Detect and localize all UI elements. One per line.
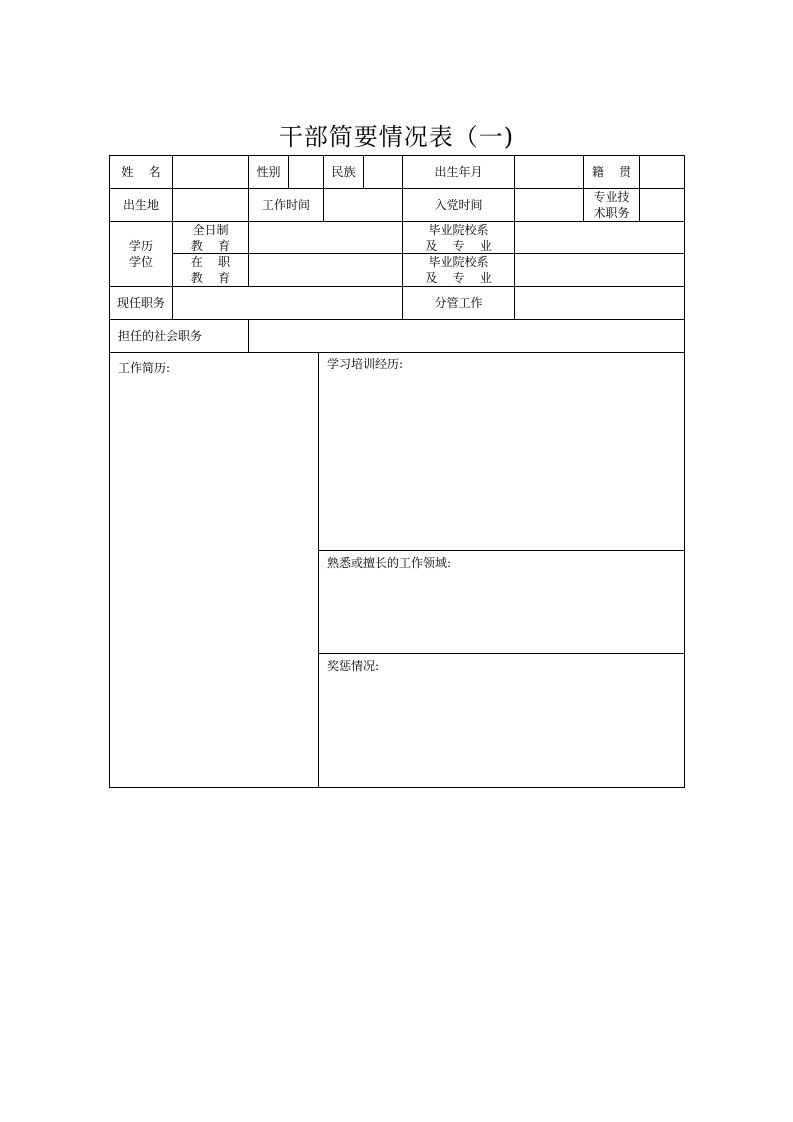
- field-rewards[interactable]: [319, 674, 684, 786]
- field-ethnicity[interactable]: [364, 156, 402, 188]
- label-fulltime-edu: 全日制 教 育: [190, 222, 231, 253]
- label-school-major-inservice: 毕业院校系 及 专 业: [425, 255, 492, 285]
- label-school-major-fulltime: 毕业院校系 及 专 业: [425, 222, 492, 253]
- label-birthplace: 出生地: [122, 198, 159, 212]
- field-birth-date[interactable]: [515, 156, 583, 188]
- field-name[interactable]: [173, 156, 248, 188]
- label-native-place: 籍 贯: [591, 165, 632, 179]
- field-school-major-inservice[interactable]: [515, 254, 684, 286]
- label-birth-date: 出生年月: [434, 165, 483, 179]
- label-expertise: 熟悉或擅长的工作领域:: [327, 556, 452, 570]
- field-responsibilities[interactable]: [515, 287, 684, 319]
- field-social-posts[interactable]: [249, 320, 684, 352]
- field-fulltime-edu[interactable]: [249, 222, 402, 253]
- field-gender[interactable]: [289, 156, 323, 188]
- field-school-major-fulltime[interactable]: [515, 222, 684, 253]
- label-ethnicity: 民族: [331, 165, 356, 179]
- field-inservice-edu[interactable]: [249, 254, 402, 286]
- field-tech-title[interactable]: [640, 189, 684, 221]
- field-current-post[interactable]: [173, 287, 402, 319]
- label-work-start: 工作时间: [261, 198, 310, 212]
- field-expertise[interactable]: [319, 571, 684, 653]
- page-title: 干部简要情况表（一): [278, 123, 515, 151]
- label-work-history: 工作简历:: [118, 361, 171, 375]
- label-gender: 性别: [256, 165, 281, 179]
- label-social-posts: 担任的社会职务: [118, 329, 203, 343]
- field-birthplace[interactable]: [173, 189, 248, 221]
- label-rewards: 奖惩情况:: [327, 659, 380, 673]
- label-training: 学习培训经历:: [327, 357, 404, 371]
- label-edu-degree: 学历 学位: [128, 239, 153, 269]
- field-work-start[interactable]: [324, 189, 402, 221]
- field-native-place[interactable]: [640, 156, 684, 188]
- label-inservice-edu: 在 职 教 育: [190, 255, 231, 285]
- label-responsibilities: 分管工作: [434, 296, 483, 310]
- field-training[interactable]: [319, 372, 684, 550]
- label-party-join: 入党时间: [434, 198, 483, 212]
- label-tech-title: 专业技 术职务: [593, 190, 630, 220]
- label-name: 姓 名: [121, 165, 161, 179]
- field-work-history[interactable]: [110, 376, 318, 786]
- field-party-join[interactable]: [515, 189, 583, 221]
- label-current-post: 现任职务: [116, 296, 165, 310]
